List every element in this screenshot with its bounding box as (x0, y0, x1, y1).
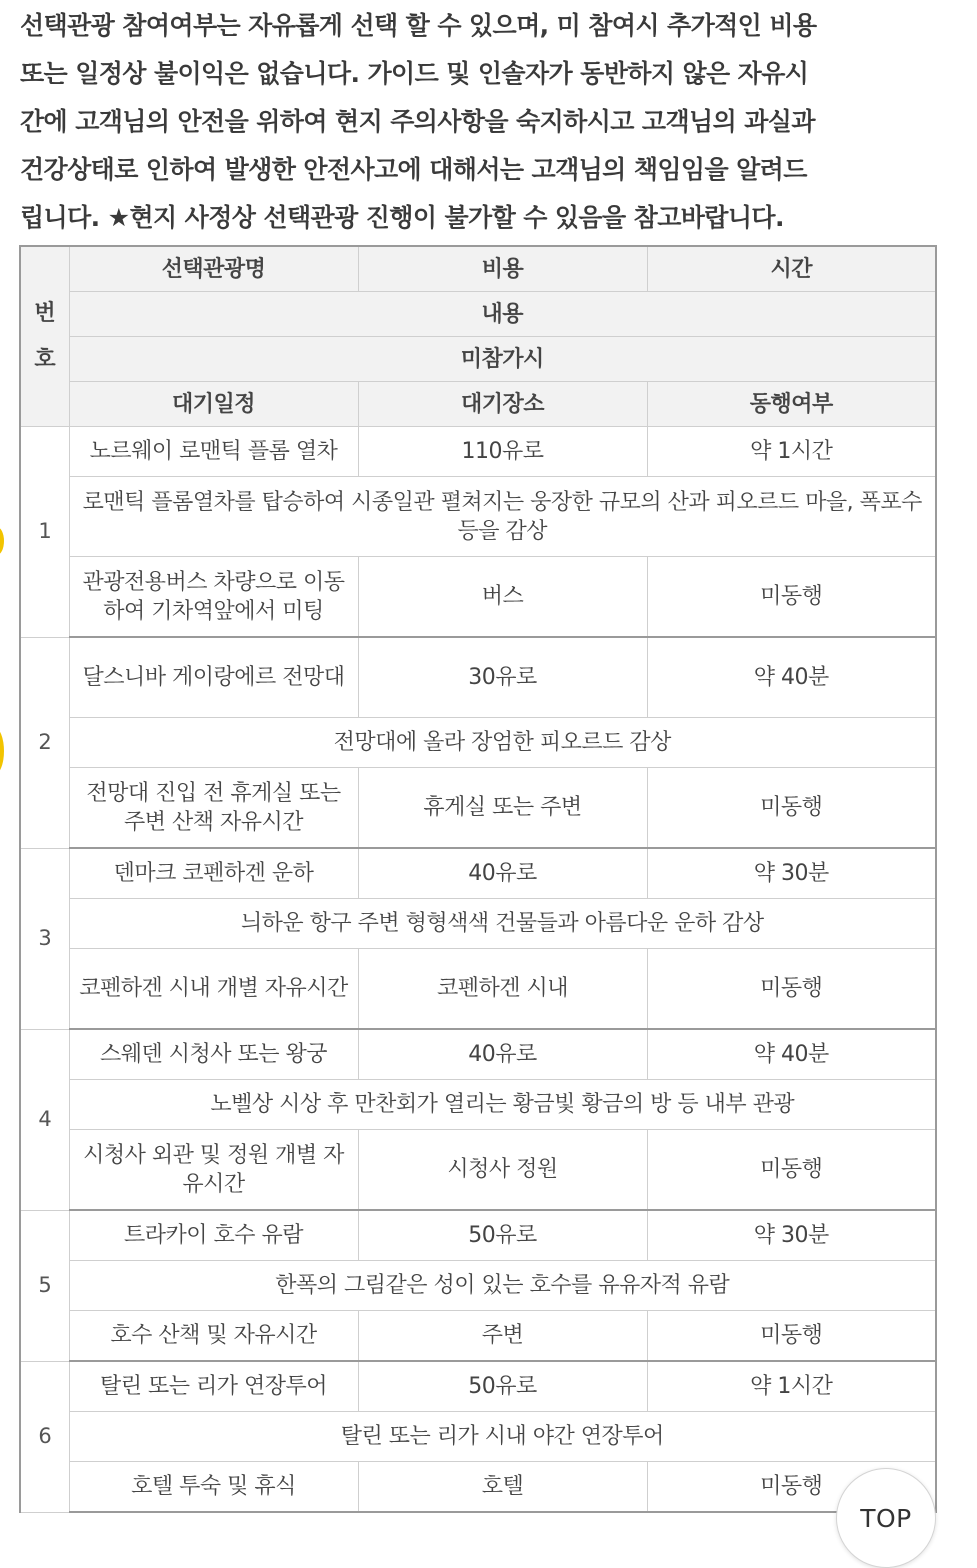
notice-text (20, 2, 940, 242)
tour-content: 늬하운 항구 주변 형형색색 건물들과 아름다운 운하 감상 (69, 899, 936, 949)
tour-time: 약 30분 (647, 848, 936, 899)
tour-cost: 40유로 (358, 848, 647, 899)
header-non-participation: 미참가시 (69, 337, 936, 382)
tour-wait-place: 호텔 (358, 1462, 647, 1513)
tour-cost: 50유로 (358, 1210, 647, 1261)
header-num (20, 246, 69, 427)
tour-accompany: 미동행 (647, 1311, 936, 1362)
tour-wait-schedule: 시청사 외관 및 정원 개별 자유시간 (69, 1130, 358, 1211)
tour-wait-schedule: 전망대 진입 전 휴게실 또는 주변 산책 자유시간 (69, 768, 358, 849)
header-num-label: 번 호 (34, 300, 56, 372)
tour-time: 약 40분 (647, 1029, 936, 1080)
table-body (20, 427, 936, 1513)
tour-accompany: 미동행 (647, 1462, 936, 1513)
tour-content: 노벨상 시상 후 만찬회가 열리는 황금빛 황금의 방 등 내부 관광 (69, 1080, 936, 1130)
tour-name: 노르웨이 로맨틱 플롬 열차 (69, 427, 358, 477)
header-wait-schedule: 대기일정 (69, 382, 358, 427)
tour-time: 약 1시간 (647, 1361, 936, 1412)
tour-content: 탈린 또는 리가 시내 야간 연장투어 (69, 1412, 936, 1462)
tour-name: 덴마크 코펜하겐 운하 (69, 848, 358, 899)
tour-wait-place: 시청사 정원 (358, 1130, 647, 1211)
tour-time: 약 30분 (647, 1210, 936, 1261)
tour-name: 트라카이 호수 유람 (69, 1210, 358, 1261)
tour-cost: 50유로 (358, 1361, 647, 1412)
tour-wait-schedule: 호텔 투숙 및 휴식 (69, 1462, 358, 1513)
decorative-dot (0, 728, 4, 774)
header-name: 선택관광명 (69, 246, 358, 292)
tour-cost: 40유로 (358, 1029, 647, 1080)
tour-cost: 30유로 (358, 637, 647, 718)
tour-number: 1 (20, 427, 69, 638)
tour-wait-place: 주변 (358, 1311, 647, 1362)
tour-accompany: 미동행 (647, 949, 936, 1030)
tour-number: 5 (20, 1210, 69, 1361)
notice-line: 또는 일정상 불이익은 없습니다. 가이드 및 인솔자가 동반하지 않은 자유시 (20, 59, 809, 88)
tour-number: 2 (20, 637, 69, 848)
tour-accompany: 미동행 (647, 1130, 936, 1211)
tour-wait-schedule: 관광전용버스 차량으로 이동하여 기차역앞에서 미팅 (69, 557, 358, 638)
header-accompany: 동행여부 (647, 382, 936, 427)
decorative-dot (0, 527, 4, 555)
tour-content: 한폭의 그림같은 성이 있는 호수를 유유자적 유람 (69, 1261, 936, 1311)
scroll-top-button[interactable]: TOP (836, 1468, 936, 1568)
tour-number: 4 (20, 1029, 69, 1210)
notice-line: 선택관광 참여여부는 자유롭게 선택 할 수 있으며, 미 참여시 추가적인 비용 (20, 11, 817, 40)
header-content: 내용 (69, 292, 936, 337)
tour-accompany: 미동행 (647, 557, 936, 638)
tour-number: 3 (20, 848, 69, 1029)
header-time: 시간 (647, 246, 936, 292)
tour-wait-place: 버스 (358, 557, 647, 638)
header-cost: 비용 (358, 246, 647, 292)
table-header (20, 246, 936, 427)
tour-content: 전망대에 올라 장엄한 피오르드 감상 (69, 718, 936, 768)
header-wait-place: 대기장소 (358, 382, 647, 427)
tour-wait-place: 휴게실 또는 주변 (358, 768, 647, 849)
notice-line: 건강상태로 인하여 발생한 안전사고에 대해서는 고객님의 책임임을 알려드 (20, 155, 807, 184)
notice-line: 립니다. ★현지 사정상 선택관광 진행이 불가할 수 있음을 참고바랍니다. (20, 203, 784, 232)
tour-accompany: 미동행 (647, 768, 936, 849)
tour-name: 스웨덴 시청사 또는 왕궁 (69, 1029, 358, 1080)
tour-wait-schedule: 코펜하겐 시내 개별 자유시간 (69, 949, 358, 1030)
tour-time: 약 40분 (647, 637, 936, 718)
tour-name: 달스니바 게이랑에르 전망대 (69, 637, 358, 718)
tour-name: 탈린 또는 리가 연장투어 (69, 1361, 358, 1412)
tour-wait-schedule: 호수 산책 및 자유시간 (69, 1311, 358, 1362)
notice-line: 간에 고객님의 안전을 위하여 현지 주의사항을 숙지하시고 고객님의 과실과 (20, 107, 815, 136)
tour-number: 6 (20, 1361, 69, 1512)
tour-time: 약 1시간 (647, 427, 936, 477)
tour-content: 로맨틱 플롬열차를 탑승하여 시종일관 펼쳐지는 웅장한 규모의 산과 피오르드 마을, 폭포수 등을 감상 (69, 477, 936, 557)
optional-tour-table (19, 245, 937, 1513)
tour-wait-place: 코펜하겐 시내 (358, 949, 647, 1030)
tour-cost: 110유로 (358, 427, 647, 477)
